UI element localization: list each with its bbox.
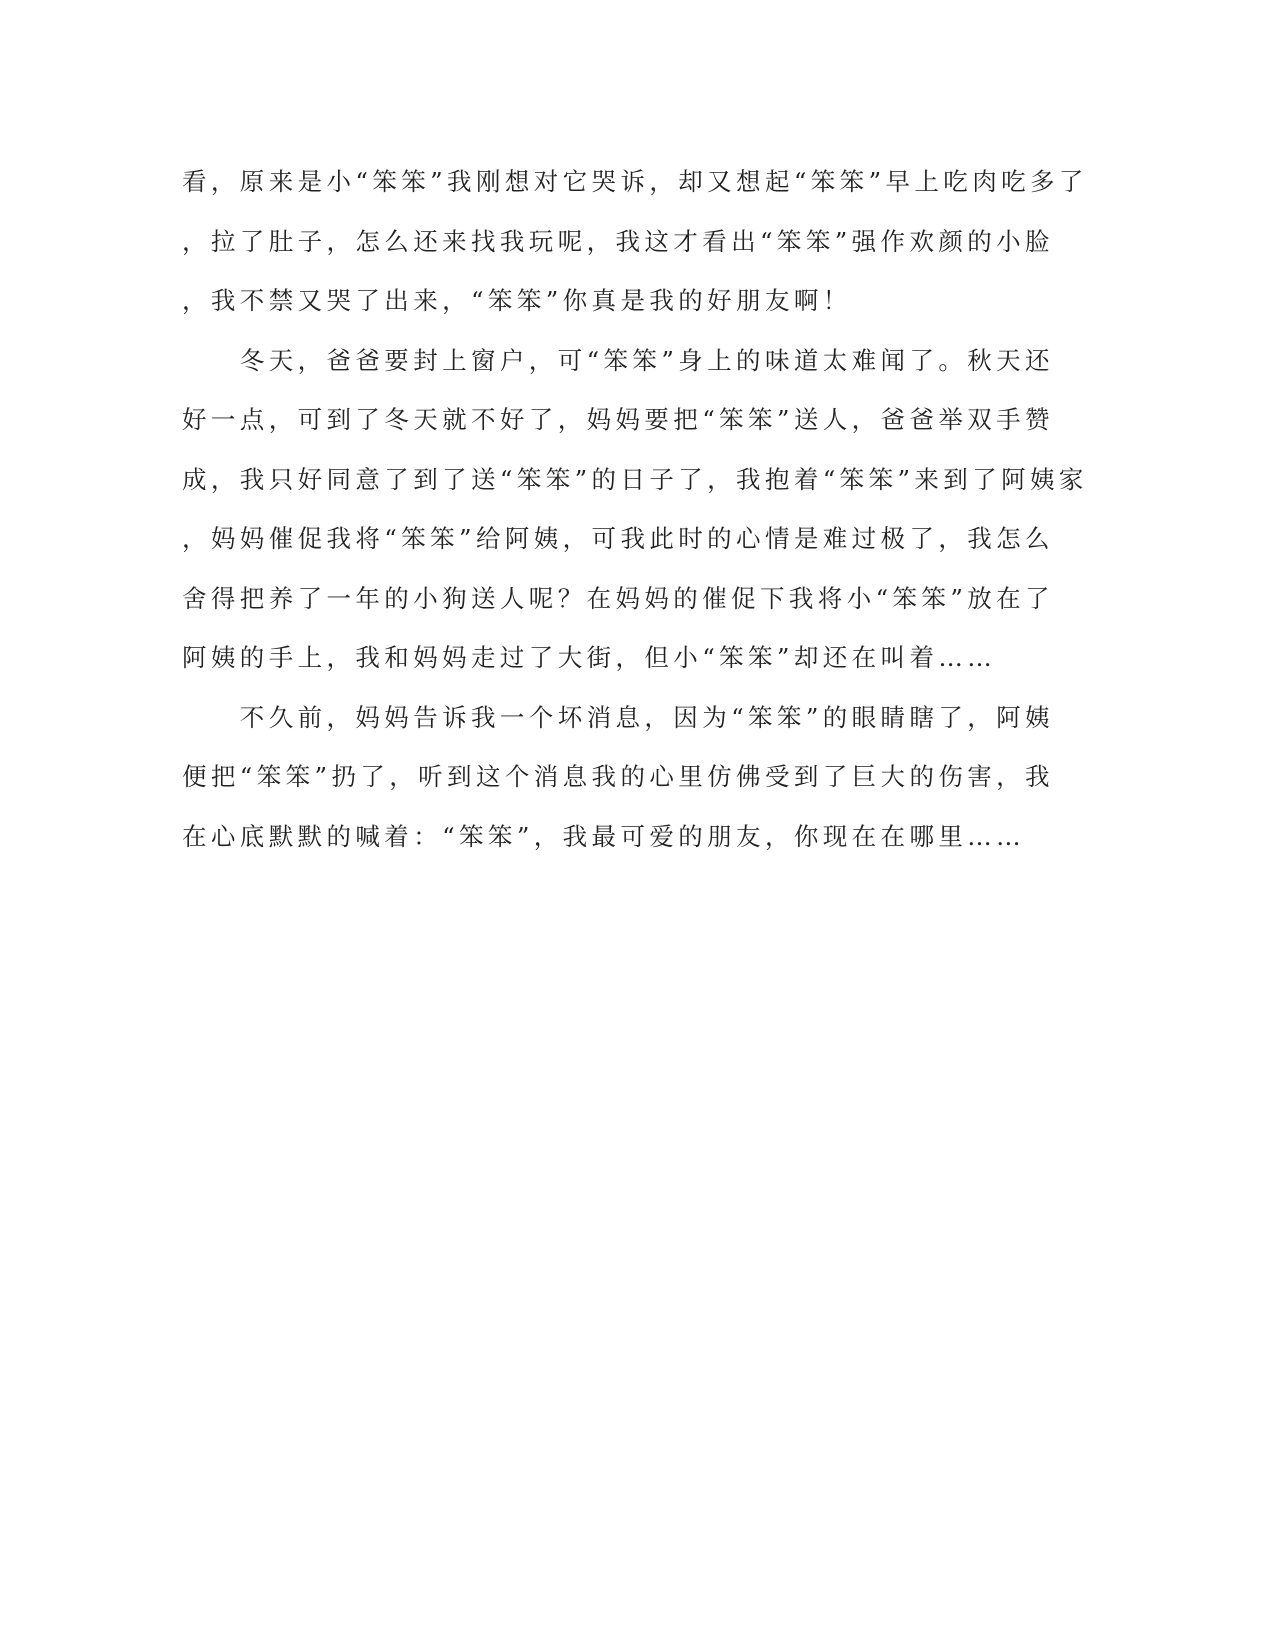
text-line: 成，我只好同意了到了送“笨笨”的日子了，我抱着“笨笨”来到了阿姨家: [182, 464, 1088, 494]
text-line: 便把“笨笨”扔了，听到这个消息我的心里仿佛受到了巨大的伤害，我: [182, 762, 1054, 791]
text-line: ，我不禁又哭了出来，“笨笨”你真是我的好朋友啊！: [182, 286, 852, 315]
text-line: 好一点，可到了冬天就不好了，妈妈要把“笨笨”送人，爸爸举双手赞: [182, 405, 1054, 434]
text-line: 舍得把养了一年的小狗送人呢？在妈妈的催促下我将小“笨笨”放在了: [182, 583, 1054, 613]
text-line: 看，原来是小“笨笨”我刚想对它哭诉，却又想起“笨笨”早上吃肉吃多了: [182, 167, 1088, 196]
document-body: [182, 158, 1088, 872]
text-line: 冬天，爸爸要封上窗户，可“笨笨”身上的味道太难闻了。秋天还: [182, 345, 1054, 375]
text-line: ，拉了肚子，怎么还来找我玩呢，我这才看出“笨笨”强作欢颜的小脸: [182, 226, 1054, 256]
text-line: 在心底默默的喊着：“笨笨”，我最可爱的朋友，你现在在哪里……: [182, 821, 1026, 851]
text-line: ，妈妈催促我将“笨笨”给阿姨，可我此时的心情是难过极了，我怎么: [182, 524, 1054, 553]
text-line: 阿姨的手上，我和妈妈走过了大街，但小“笨笨”却还在叫着……: [182, 643, 997, 672]
text-line: 不久前，妈妈告诉我一个坏消息，因为“笨笨”的眼睛瞎了，阿姨: [182, 702, 1054, 732]
